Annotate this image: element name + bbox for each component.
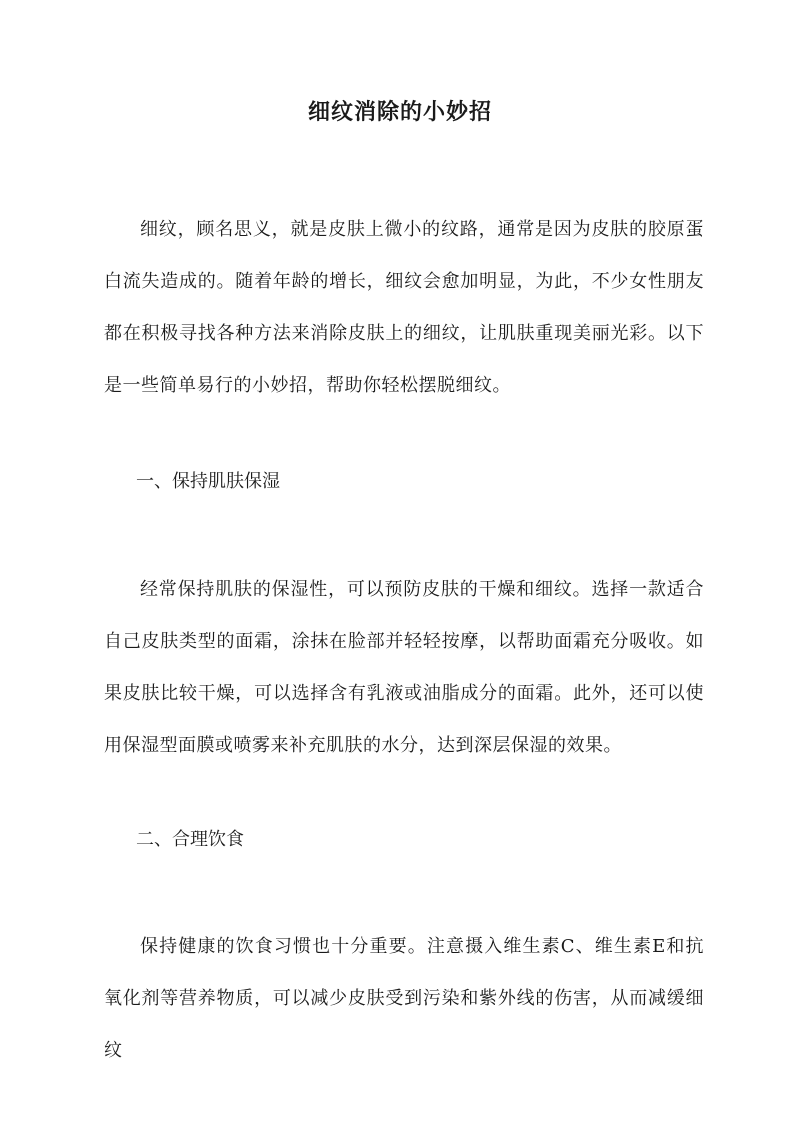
section-heading-diet: 二、合理饮食 — [136, 829, 244, 850]
page-title: 细纹消除的小妙招 — [307, 99, 492, 125]
intro-paragraph: 细纹，顾名思义，就是皮肤上微小的纹路，通常是因为皮肤的胶原蛋白流失造成的。随着年龄的增长，细纹会愈加明显，为此，不少女性朋友都在积极寻找各种方法来消除皮肤上的细纹，让肌肤重现美丽光彩。以下是一些简单易行的小妙招，帮助你轻松摆脱细纹。 — [104, 219, 704, 396]
section-heading-moisturize: 一、保持肌肤保湿 — [136, 471, 280, 492]
section-body-diet: 保持健康的饮食习惯也十分重要。注意摄入维生素C、维生素E和抗氧化剂等营养物质，可以减少皮肤受到污染和紫外线的伤害，从而减缓细纹 — [104, 936, 704, 1061]
section-body-moisturize: 经常保持肌肤的保湿性，可以预防皮肤的干燥和细纹。选择一款适合自己皮肤类型的面霜，涂抹在脸部并轻轻按摩，以帮助面霜充分吸收。如果皮肤比较干燥，可以选择含有乳液或油脂成分的面霜。此外，还可以使用保湿型面膜或喷雾来补充肌肤的水分，达到深层保湿的效果。 — [104, 579, 704, 756]
